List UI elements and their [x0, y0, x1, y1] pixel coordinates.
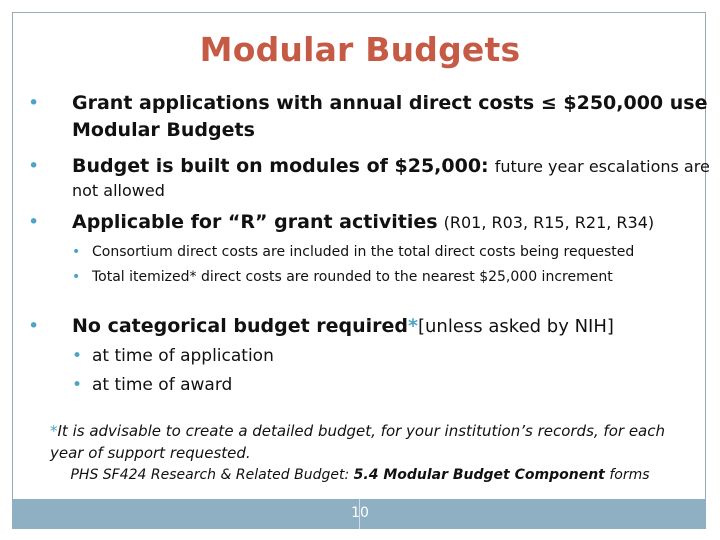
footnote-text: It is advisable to create a detailed budget, for your institution’s records, for each year of support requested.: [50, 422, 665, 462]
bullet-dot-icon: •: [28, 155, 40, 177]
citation-prefix: PHS SF424 Research & Related Budget:: [70, 467, 350, 483]
sub-bullet-dot-icon: •: [72, 375, 83, 395]
bullet-dot-icon: •: [28, 211, 40, 233]
bullet-4-normal: [unless asked by NIH]: [417, 316, 614, 337]
bullet-2-bold: Budget is built on modules of $25,000:: [72, 155, 489, 177]
bullet-dot-icon: •: [28, 315, 40, 337]
bullet-1-line-2: Modular Budgets: [72, 119, 255, 141]
slide-title: Modular Budgets: [199, 30, 521, 69]
bullet-2-line-1: [72, 153, 710, 180]
citation-suffix: forms: [609, 467, 650, 483]
sub-bullet-3-2-text: Total itemized* direct costs are rounded to the nearest $25,000 increment: [92, 269, 613, 285]
bullet-4-star: *: [408, 315, 418, 337]
bullet-3-normal: (R01, R03, R15, R21, R34): [443, 213, 655, 232]
bullet-2-normal: future year escalations are: [494, 157, 710, 176]
bullet-1-line-1: Grant applications with annual direct costs ≤ $250,000 use: [72, 92, 708, 114]
sub-bullet-4-2-text: at time of award: [92, 375, 233, 395]
sub-bullet-3-1-text: Consortium direct costs are included in the total direct costs being requested: [92, 244, 635, 260]
bullet-2-line-2: not allowed: [72, 181, 165, 200]
bullet-3-line-1: [72, 209, 654, 236]
citation-bold: 5.4 Modular Budget Component: [353, 467, 605, 483]
bullet-4-bold: No categorical budget required: [72, 315, 409, 337]
sub-bullet-4-1-text: at time of application: [92, 346, 274, 366]
page-number: 10: [351, 505, 369, 521]
sub-bullet-dot-icon: •: [72, 269, 81, 285]
bullet-3-bold: Applicable for “R” grant activities: [72, 211, 438, 233]
sub-bullet-dot-icon: •: [72, 346, 83, 366]
footnote-star: *: [50, 422, 58, 440]
bullet-4-line-1: [72, 313, 614, 340]
bullet-dot-icon: •: [28, 92, 40, 114]
citation: [0, 467, 720, 483]
sub-bullet-dot-icon: •: [72, 244, 81, 260]
footnote: [50, 420, 700, 464]
